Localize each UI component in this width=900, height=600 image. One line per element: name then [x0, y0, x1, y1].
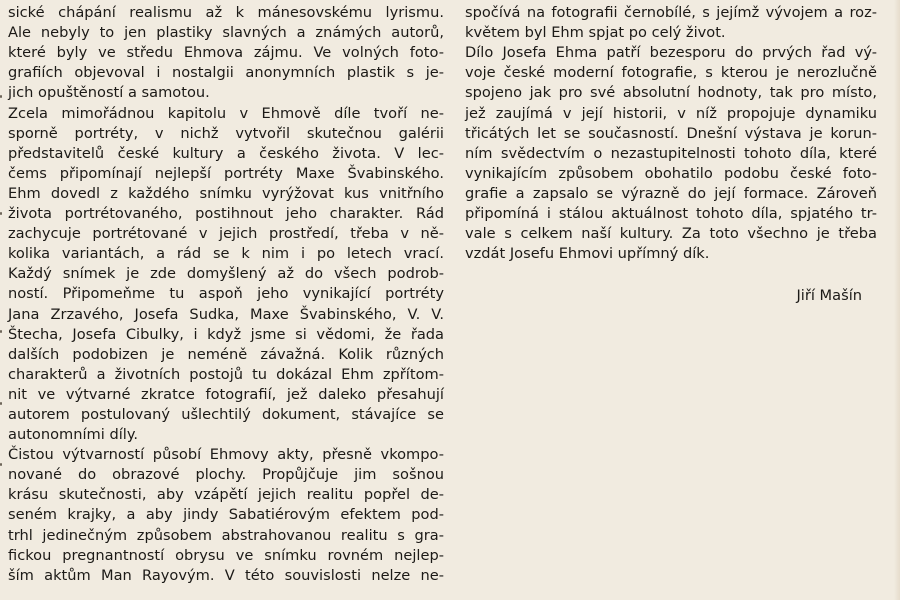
text-line: které byly ve středu Ehmova zájmu. Ve volných foto- — [8, 44, 444, 62]
page-edge — [894, 0, 900, 600]
text-line: grafie a zapsalo se výrazně do její formace. Zároveň — [465, 184, 877, 202]
text-line: vynikajícím způsobem obohatilo podobu české foto- — [465, 164, 877, 182]
author-signature: Jiří Mašín — [796, 287, 862, 304]
text-line: Ehm dovedl z každého snímku vyrýžovat kus vnitřního — [8, 184, 444, 202]
text-line: Štecha, Josefa Cibulky, i když jsme si vědomi, že řada — [8, 325, 444, 343]
text-line: ším aktům Man Rayovým. V této souvislosti nelze ne- — [8, 566, 444, 584]
text-line: kolika variantách, a rád se k nim i po letech vrací. — [8, 245, 444, 263]
text-line: představitelů české kultury a českého života. V lec- — [8, 144, 444, 162]
binding-dots — [0, 0, 8, 600]
text-line: autorem postulovaný ušlechtilý dokument, stávajíce se — [8, 405, 444, 423]
text-line: grafiích objevoval i nostalgii anonymních plastik s je- — [8, 64, 444, 82]
text-line: spočívá na fotografii černobílé, s jejímž vývojem a roz- — [465, 4, 877, 22]
text-line: vale s celkem naší kultury. Za toto všechno je třeba — [465, 225, 877, 243]
binding-dot — [0, 330, 2, 333]
text-line: Čistou výtvarností působí Ehmovy akty, přesně vkompo- — [8, 446, 444, 464]
text-line: sické chápání realismu až k mánesovskému lyrismu. — [8, 4, 444, 22]
text-line: připomíná i stálou aktuálnost tohoto díla, spjatého tr- — [465, 205, 877, 223]
text-line: krásu skutečnosti, aby vzápětí jejich realitu popřel de- — [8, 486, 444, 504]
text-line: ním svědectvím o nezastupitelnosti tohoto díla, které — [465, 144, 877, 162]
text-line: vzdát Josefu Ehmovi upřímný dík. — [465, 245, 710, 263]
text-line: čems připomínají nejlepší portréty Maxe Švabinského. — [8, 164, 444, 182]
text-line: trhl jedinečným způsobem abstrahovanou realitu s gra- — [8, 526, 444, 544]
text-line: nit ve výtvarné zkratce fotografií, jež daleko přesahují — [8, 385, 444, 403]
binding-dot — [0, 463, 2, 466]
text-line: zachycuje portrétované v jejich prostředí, třeba v ně- — [8, 225, 444, 243]
text-line: fickou pregnantností obrysu ve snímku rovném nejlep- — [8, 546, 444, 564]
text-line: autonomními díly. — [8, 426, 139, 444]
text-line: nované do obrazové plochy. Propůjčuje jim sošnou — [8, 466, 444, 484]
text-line: Jana Zrzavého, Josefa Sudka, Maxe Švabinského, V. V. — [8, 305, 444, 323]
text-line: voje české moderní fotografie, s kterou je nerozlučně — [465, 64, 877, 82]
text-line: dalších podobizen je neméně závažná. Kolik různých — [8, 345, 444, 363]
text-line: spojeno jak pro své absolutní hodnoty, tak pro místo, — [465, 84, 877, 102]
binding-dot — [0, 95, 2, 98]
text-line: třicátých let se současností. Dnešní výstava je korun- — [465, 124, 877, 142]
text-line: jich opuštěností a samotou. — [8, 84, 210, 102]
left-text-column — [8, 0, 444, 586]
text-line: seném krajky, a aby jindy Sabatiérovým efektem pod- — [8, 506, 444, 524]
text-line: jež zaujímá v její historii, v níž propojuje dynamiku — [465, 104, 877, 122]
text-line: Každý snímek je zde domyšlený až do všech podrob- — [8, 265, 444, 283]
text-line: Ale nebyly to jen plastiky slavných a známých autorů, — [8, 24, 444, 42]
binding-dot — [0, 402, 2, 405]
text-line: Zcela mimořádnou kapitolu v Ehmově díle tvoří ne- — [8, 104, 444, 122]
text-line: květem byl Ehm spjat po celý život. — [465, 24, 726, 42]
binding-dot — [0, 212, 2, 215]
text-line: charakterů a životních postojů tu dokázal Ehm zpřítom- — [8, 365, 444, 383]
text-line: sporně portréty, v nichž vytvořil skutečnou galérii — [8, 124, 444, 142]
text-line: ností. Připomeňme tu aspoň jeho vynikající portréty — [8, 285, 444, 303]
text-line: Dílo Josefa Ehma patří bezesporu do prvých řad vý- — [465, 44, 877, 62]
text-line: života portrétovaného, postihnout jeho charakter. Rád — [8, 205, 444, 223]
right-text-column — [465, 0, 877, 264]
